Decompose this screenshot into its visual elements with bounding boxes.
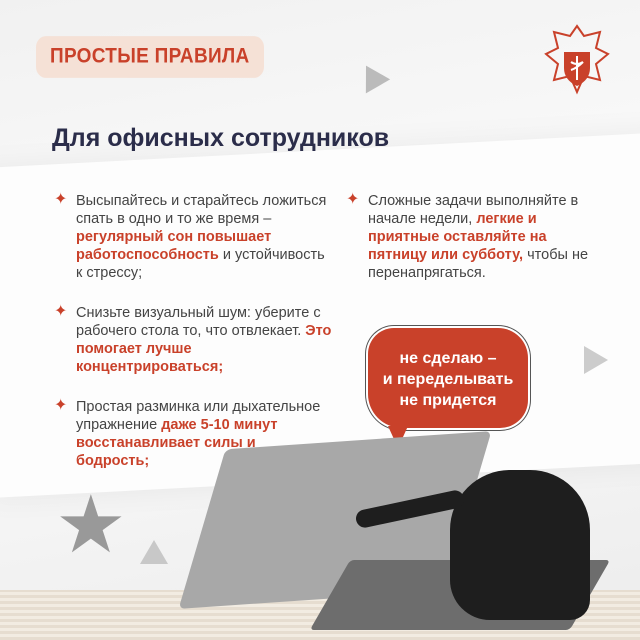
star-bullet-icon: ✦ bbox=[54, 303, 68, 320]
list-item bbox=[344, 192, 594, 282]
item-text: Сложные задачи выполняйте в начале недели, bbox=[368, 193, 579, 227]
category-tag: ПРОСТЫЕ ПРАВИЛА bbox=[36, 36, 264, 78]
item-highlight: Это помогает лучше концентрироваться; bbox=[76, 323, 332, 375]
bubble-line: не придется bbox=[399, 392, 497, 409]
bubble-line: не сделаю – bbox=[399, 350, 497, 367]
item-highlight: даже 5-10 минут восстанавливает силы и бодрость; bbox=[76, 417, 278, 469]
star-bullet-icon: ✦ bbox=[54, 191, 68, 208]
list-item bbox=[52, 192, 332, 282]
cat-illustration bbox=[450, 470, 590, 620]
star-bullet-icon: ✦ bbox=[54, 397, 68, 414]
speech-bubble bbox=[368, 328, 528, 428]
item-text: Высыпайтесь и старайтесь ложиться спать в одно и то же время – bbox=[76, 193, 327, 227]
emblem-logo bbox=[540, 18, 614, 102]
bubble-line: и переделывать bbox=[382, 371, 514, 388]
triangle-decoration bbox=[584, 346, 608, 374]
star-bullet-icon: ✦ bbox=[346, 191, 360, 208]
item-tail: чтобы не перенапрягаться. bbox=[368, 247, 589, 281]
star-decoration-icon: ★ bbox=[55, 480, 127, 569]
item-highlight: легкие и приятные оставляйте на пятницу или субботу, bbox=[368, 211, 547, 263]
item-text: Снизьте визуальный шум: уберите с рабочего стола то, что отвлекает. bbox=[76, 305, 321, 339]
list-item bbox=[52, 304, 332, 376]
item-text: Простая разминка или дыхательное упражнение bbox=[76, 399, 321, 433]
item-highlight: регулярный сон повышает работоспособность bbox=[76, 229, 272, 263]
page-title: Для офисных сотрудников bbox=[52, 124, 390, 152]
triangle-decoration bbox=[140, 540, 168, 564]
right-column bbox=[344, 192, 594, 304]
item-tail: и устойчивость к стрессу; bbox=[76, 247, 325, 281]
